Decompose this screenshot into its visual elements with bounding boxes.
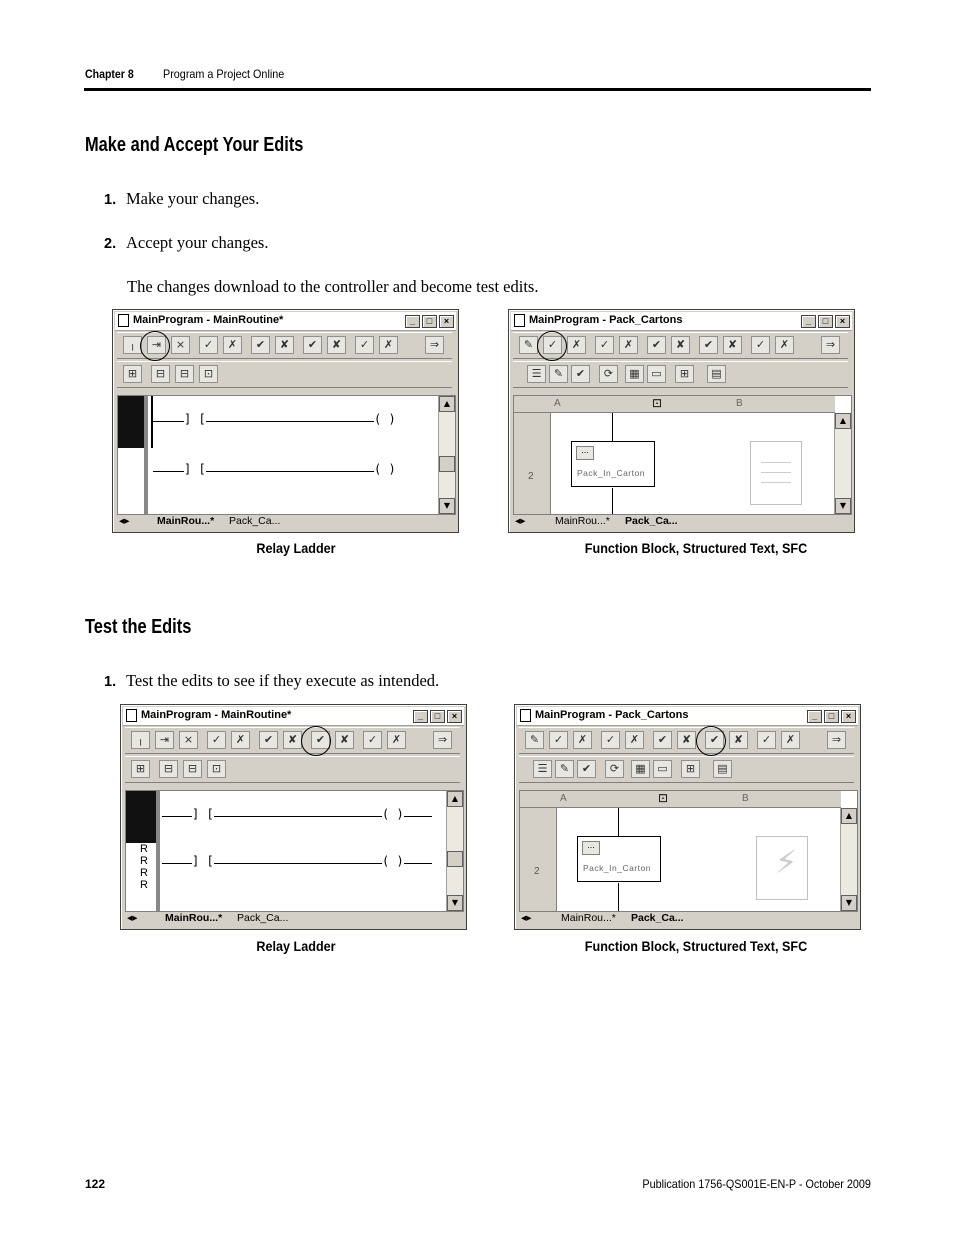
finalize-icon[interactable]: ✓: [355, 336, 374, 354]
tab-pack-cartons[interactable]: Pack_Ca...: [631, 912, 684, 924]
accept-edits-icon[interactable]: ⇥: [155, 731, 174, 749]
rung-icon[interactable]: ⊞: [123, 365, 142, 383]
scroll-up-icon[interactable]: ▲: [447, 791, 463, 807]
accept-edits-icon[interactable]: ✓: [543, 336, 562, 354]
ladder-editor[interactable]: [125, 790, 464, 912]
scroll-down-icon[interactable]: ▼: [439, 498, 455, 514]
ote-coil[interactable]: ( ): [382, 807, 404, 821]
minimize-button[interactable]: _: [807, 710, 822, 723]
finalize-all-icon[interactable]: ⇒: [433, 731, 452, 749]
header-rule: [84, 88, 871, 91]
fbd-window-test: [514, 704, 861, 930]
xic-contact[interactable]: ] [: [192, 854, 214, 868]
accept-program-icon[interactable]: ✓: [601, 731, 620, 749]
highlight-circle: [301, 726, 331, 756]
sheet-header: [514, 396, 835, 413]
step-number: 1.: [104, 674, 117, 690]
accept-program-icon[interactable]: ✓: [595, 336, 614, 354]
highlight-circle: [140, 331, 170, 361]
close-button[interactable]: ×: [447, 710, 462, 723]
assemble-edits-icon[interactable]: ✔: [311, 731, 330, 749]
row-header: [514, 413, 551, 514]
start-edits-icon[interactable]: ╷: [123, 336, 142, 354]
function-block[interactable]: [577, 836, 661, 882]
fbd-editor[interactable]: [519, 790, 858, 912]
tab-main-routine[interactable]: MainRou...*: [555, 515, 610, 527]
fbd-toolbar: [519, 756, 854, 783]
scroll-down-icon[interactable]: ▼: [835, 498, 851, 514]
accept-edits-icon[interactable]: ✓: [549, 731, 568, 749]
cancel-finalize-icon[interactable]: ✗: [775, 336, 794, 354]
test-edit-markers: R R R R: [140, 843, 148, 891]
step-2: [104, 233, 268, 253]
test-edits-icon[interactable]: ✔: [259, 731, 278, 749]
cancel-finalize-icon[interactable]: ✗: [387, 731, 406, 749]
ellipsis-button[interactable]: ...: [582, 841, 600, 855]
cancel-edits-icon[interactable]: ✗: [567, 336, 586, 354]
maximize-button[interactable]: □: [824, 710, 839, 723]
close-button[interactable]: ×: [835, 315, 850, 328]
edit-sheet-icon[interactable]: ✎: [549, 365, 568, 383]
step-1: [104, 671, 439, 691]
step-number: 1.: [104, 192, 117, 208]
start-edits-icon[interactable]: ✎: [525, 731, 544, 749]
finalize-icon[interactable]: ✓: [757, 731, 776, 749]
rung-toolbar: [125, 756, 460, 783]
table-icon[interactable]: ▤: [713, 760, 732, 778]
scroll-up-icon[interactable]: ▲: [835, 413, 851, 429]
chapter-label: Chapter 8: [85, 67, 134, 81]
maximize-button[interactable]: □: [818, 315, 833, 328]
cancel-assemble-icon[interactable]: ✘: [729, 731, 748, 749]
lightning-icon: ⚡: [756, 836, 808, 900]
xic-contact[interactable]: ] [: [184, 412, 206, 426]
section-heading-test: Test the Edits: [85, 616, 192, 638]
block-name: Pack_In_Carton: [577, 468, 645, 478]
assemble-edits-icon[interactable]: ✔: [705, 731, 724, 749]
scroll-thumb[interactable]: [447, 851, 463, 867]
cancel-program-icon[interactable]: ✗: [619, 336, 638, 354]
tab-nav-icon[interactable]: ◂▸: [515, 515, 526, 527]
tab-nav-icon[interactable]: ◂▸: [119, 515, 130, 527]
cancel-assemble-icon[interactable]: ✘: [327, 336, 346, 354]
cancel-edits-icon[interactable]: ⨯: [171, 336, 190, 354]
finalize-icon[interactable]: ✓: [363, 731, 382, 749]
ladder-window-test: [120, 704, 467, 930]
cancel-program-icon[interactable]: ✗: [223, 336, 242, 354]
branch-icon[interactable]: ⊟: [151, 365, 170, 383]
assemble-edits-icon[interactable]: ✔: [699, 336, 718, 354]
close-button[interactable]: ×: [841, 710, 856, 723]
untest-edits-icon[interactable]: ✘: [671, 336, 690, 354]
sheet-header: [520, 791, 841, 808]
verify-icon[interactable]: ✔: [571, 365, 590, 383]
close-button[interactable]: ×: [439, 315, 454, 328]
test-edits-icon[interactable]: ✔: [647, 336, 666, 354]
highlight-circle: [537, 331, 567, 361]
branch-level-icon[interactable]: ⊟: [183, 760, 202, 778]
finalize-all-icon[interactable]: ⇒: [821, 336, 840, 354]
layout-icon[interactable]: ▭: [647, 365, 666, 383]
fbd-window-accept: [508, 309, 855, 533]
untest-edits-icon[interactable]: ✘: [275, 336, 294, 354]
edit-toolbar: [519, 727, 854, 754]
row-label: 2: [528, 471, 534, 482]
scroll-down-icon[interactable]: ▼: [841, 895, 857, 911]
cancel-program-icon[interactable]: ✗: [625, 731, 644, 749]
routine-tabs: [519, 911, 854, 926]
cancel-assemble-icon[interactable]: ✘: [723, 336, 742, 354]
publication-info: Publication 1756-QS001E-EN-P - October 2009: [642, 1177, 871, 1191]
scroll-up-icon[interactable]: ▲: [439, 396, 455, 412]
vertical-scrollbar[interactable]: [840, 808, 857, 911]
caption-relay-ladder: Relay Ladder: [256, 938, 336, 954]
routine-icon: [514, 314, 525, 327]
caption-relay-ladder: Relay Ladder: [256, 540, 336, 556]
cancel-assemble-icon[interactable]: ✘: [335, 731, 354, 749]
row-header: [520, 808, 557, 911]
block-name: Pack_In_Carton: [583, 863, 651, 873]
window-title: MainProgram - Pack_Cartons: [529, 314, 683, 326]
caption-fbd: Function Block, Structured Text, SFC: [584, 540, 808, 556]
pencil-icon: [750, 441, 802, 505]
refresh-icon[interactable]: ⟳: [599, 365, 618, 383]
zoom-icon[interactable]: ⊞: [681, 760, 700, 778]
test-edits-icon[interactable]: ✔: [251, 336, 270, 354]
cancel-edits-icon[interactable]: ✗: [573, 731, 592, 749]
rung-gutter: [126, 791, 158, 911]
edit-sheet-icon[interactable]: ✎: [555, 760, 574, 778]
window-title: MainProgram - MainRoutine*: [141, 709, 292, 721]
routine-tabs: [117, 514, 452, 529]
verify-icon[interactable]: ✔: [577, 760, 596, 778]
routine-tabs: [125, 911, 460, 926]
step-text: Accept your changes.: [126, 233, 269, 252]
cancel-edits-icon[interactable]: ⨯: [179, 731, 198, 749]
rung-icon[interactable]: ⊞: [131, 760, 150, 778]
caption-fbd: Function Block, Structured Text, SFC: [584, 938, 808, 954]
fbd-editor[interactable]: [513, 395, 852, 515]
layout-icon[interactable]: ▭: [653, 760, 672, 778]
step-1: [104, 189, 259, 209]
tab-nav-icon[interactable]: ◂▸: [521, 912, 532, 924]
minimize-button[interactable]: _: [405, 315, 420, 328]
instruction-icon[interactable]: ⊡: [199, 365, 218, 383]
table-icon[interactable]: ▤: [707, 365, 726, 383]
tab-pack-cartons[interactable]: Pack_Ca...: [237, 912, 289, 924]
xic-contact[interactable]: ] [: [192, 807, 214, 821]
ote-coil[interactable]: ( ): [382, 854, 404, 868]
tab-nav-icon[interactable]: ◂▸: [127, 912, 138, 924]
branch-icon[interactable]: ⊟: [159, 760, 178, 778]
window-titlebar: [115, 312, 456, 331]
vertical-scrollbar[interactable]: [446, 791, 463, 911]
grid-icon[interactable]: ▦: [625, 365, 644, 383]
cancel-finalize-icon[interactable]: ✗: [379, 336, 398, 354]
accept-program-icon[interactable]: ✓: [199, 336, 218, 354]
xic-contact[interactable]: ] [: [184, 462, 206, 476]
finalize-all-icon[interactable]: ⇒: [827, 731, 846, 749]
untest-edits-icon[interactable]: ✘: [283, 731, 302, 749]
window-titlebar: [517, 707, 858, 726]
ladder-window-accept: [112, 309, 459, 533]
instruction-icon[interactable]: ⊡: [207, 760, 226, 778]
tab-pack-cartons[interactable]: Pack_Ca...: [229, 515, 281, 527]
sheet-icon[interactable]: ☰: [527, 365, 546, 383]
start-edits-icon[interactable]: ╷: [131, 731, 150, 749]
minimize-button[interactable]: _: [801, 315, 816, 328]
scroll-up-icon[interactable]: ▲: [841, 808, 857, 824]
sheet-icon[interactable]: ☰: [533, 760, 552, 778]
row-label: 2: [534, 866, 540, 877]
ladder-editor[interactable]: [117, 395, 456, 515]
step-text: Test the edits to see if they execute as intended.: [126, 671, 440, 690]
sheet-edit-icon[interactable]: ⊡: [658, 791, 669, 805]
function-block[interactable]: [571, 441, 655, 487]
refresh-icon[interactable]: ⟳: [605, 760, 624, 778]
tab-main-routine[interactable]: MainRou...*: [561, 912, 616, 924]
ellipsis-button[interactable]: ...: [576, 446, 594, 460]
chapter-title: Program a Project Online: [163, 67, 285, 81]
edit-toolbar: [125, 727, 460, 754]
ote-coil[interactable]: ( ): [374, 462, 396, 476]
ote-coil[interactable]: ( ): [374, 412, 396, 426]
scroll-thumb[interactable]: [439, 456, 455, 472]
window-titlebar: [123, 707, 464, 726]
section-heading-accept: Make and Accept Your Edits: [85, 134, 304, 156]
highlight-circle: [696, 726, 726, 756]
zoom-icon[interactable]: ⊞: [675, 365, 694, 383]
scroll-down-icon[interactable]: ▼: [447, 895, 463, 911]
step-number: 2.: [104, 236, 117, 252]
vertical-scrollbar[interactable]: [834, 413, 851, 514]
finalize-icon[interactable]: ✓: [751, 336, 770, 354]
sheet-label-b: B: [742, 793, 749, 804]
untest-edits-icon[interactable]: ✘: [677, 731, 696, 749]
window-title: MainProgram - MainRoutine*: [133, 314, 284, 326]
test-edits-icon[interactable]: ✔: [653, 731, 672, 749]
grid-icon[interactable]: ▦: [631, 760, 650, 778]
accept-edits-icon[interactable]: ⇥: [147, 336, 166, 354]
routine-icon: [126, 709, 137, 722]
minimize-button[interactable]: _: [413, 710, 428, 723]
routine-icon: [118, 314, 129, 327]
maximize-button[interactable]: □: [430, 710, 445, 723]
rung-gutter: [118, 396, 150, 514]
page-number: 122: [85, 1177, 106, 1191]
start-edits-icon[interactable]: ✎: [519, 336, 538, 354]
branch-level-icon[interactable]: ⊟: [175, 365, 194, 383]
step-text: Make your changes.: [126, 189, 260, 208]
routine-icon: [520, 709, 531, 722]
tab-main-routine[interactable]: MainRou...*: [165, 912, 223, 924]
cancel-finalize-icon[interactable]: ✗: [781, 731, 800, 749]
sheet-label-a: A: [554, 398, 561, 409]
fbd-toolbar: [513, 361, 848, 388]
sheet-label-a: A: [560, 793, 567, 804]
window-titlebar: [511, 312, 852, 331]
finalize-all-icon[interactable]: ⇒: [425, 336, 444, 354]
rung-toolbar: [117, 361, 452, 388]
sheet-label-b: B: [736, 398, 743, 409]
tab-main-routine[interactable]: MainRou...*: [157, 515, 215, 527]
window-title: MainProgram - Pack_Cartons: [535, 709, 689, 721]
vertical-scrollbar[interactable]: [438, 396, 455, 514]
accept-program-icon[interactable]: ✓: [207, 731, 226, 749]
cancel-program-icon[interactable]: ✗: [231, 731, 250, 749]
assemble-edits-icon[interactable]: ✔: [303, 336, 322, 354]
step-note: The changes download to the controller and become test edits.: [127, 277, 539, 296]
sheet-edit-icon[interactable]: ⊡: [652, 396, 663, 410]
tab-pack-cartons[interactable]: Pack_Ca...: [625, 515, 678, 527]
maximize-button[interactable]: □: [422, 315, 437, 328]
routine-tabs: [513, 514, 848, 529]
